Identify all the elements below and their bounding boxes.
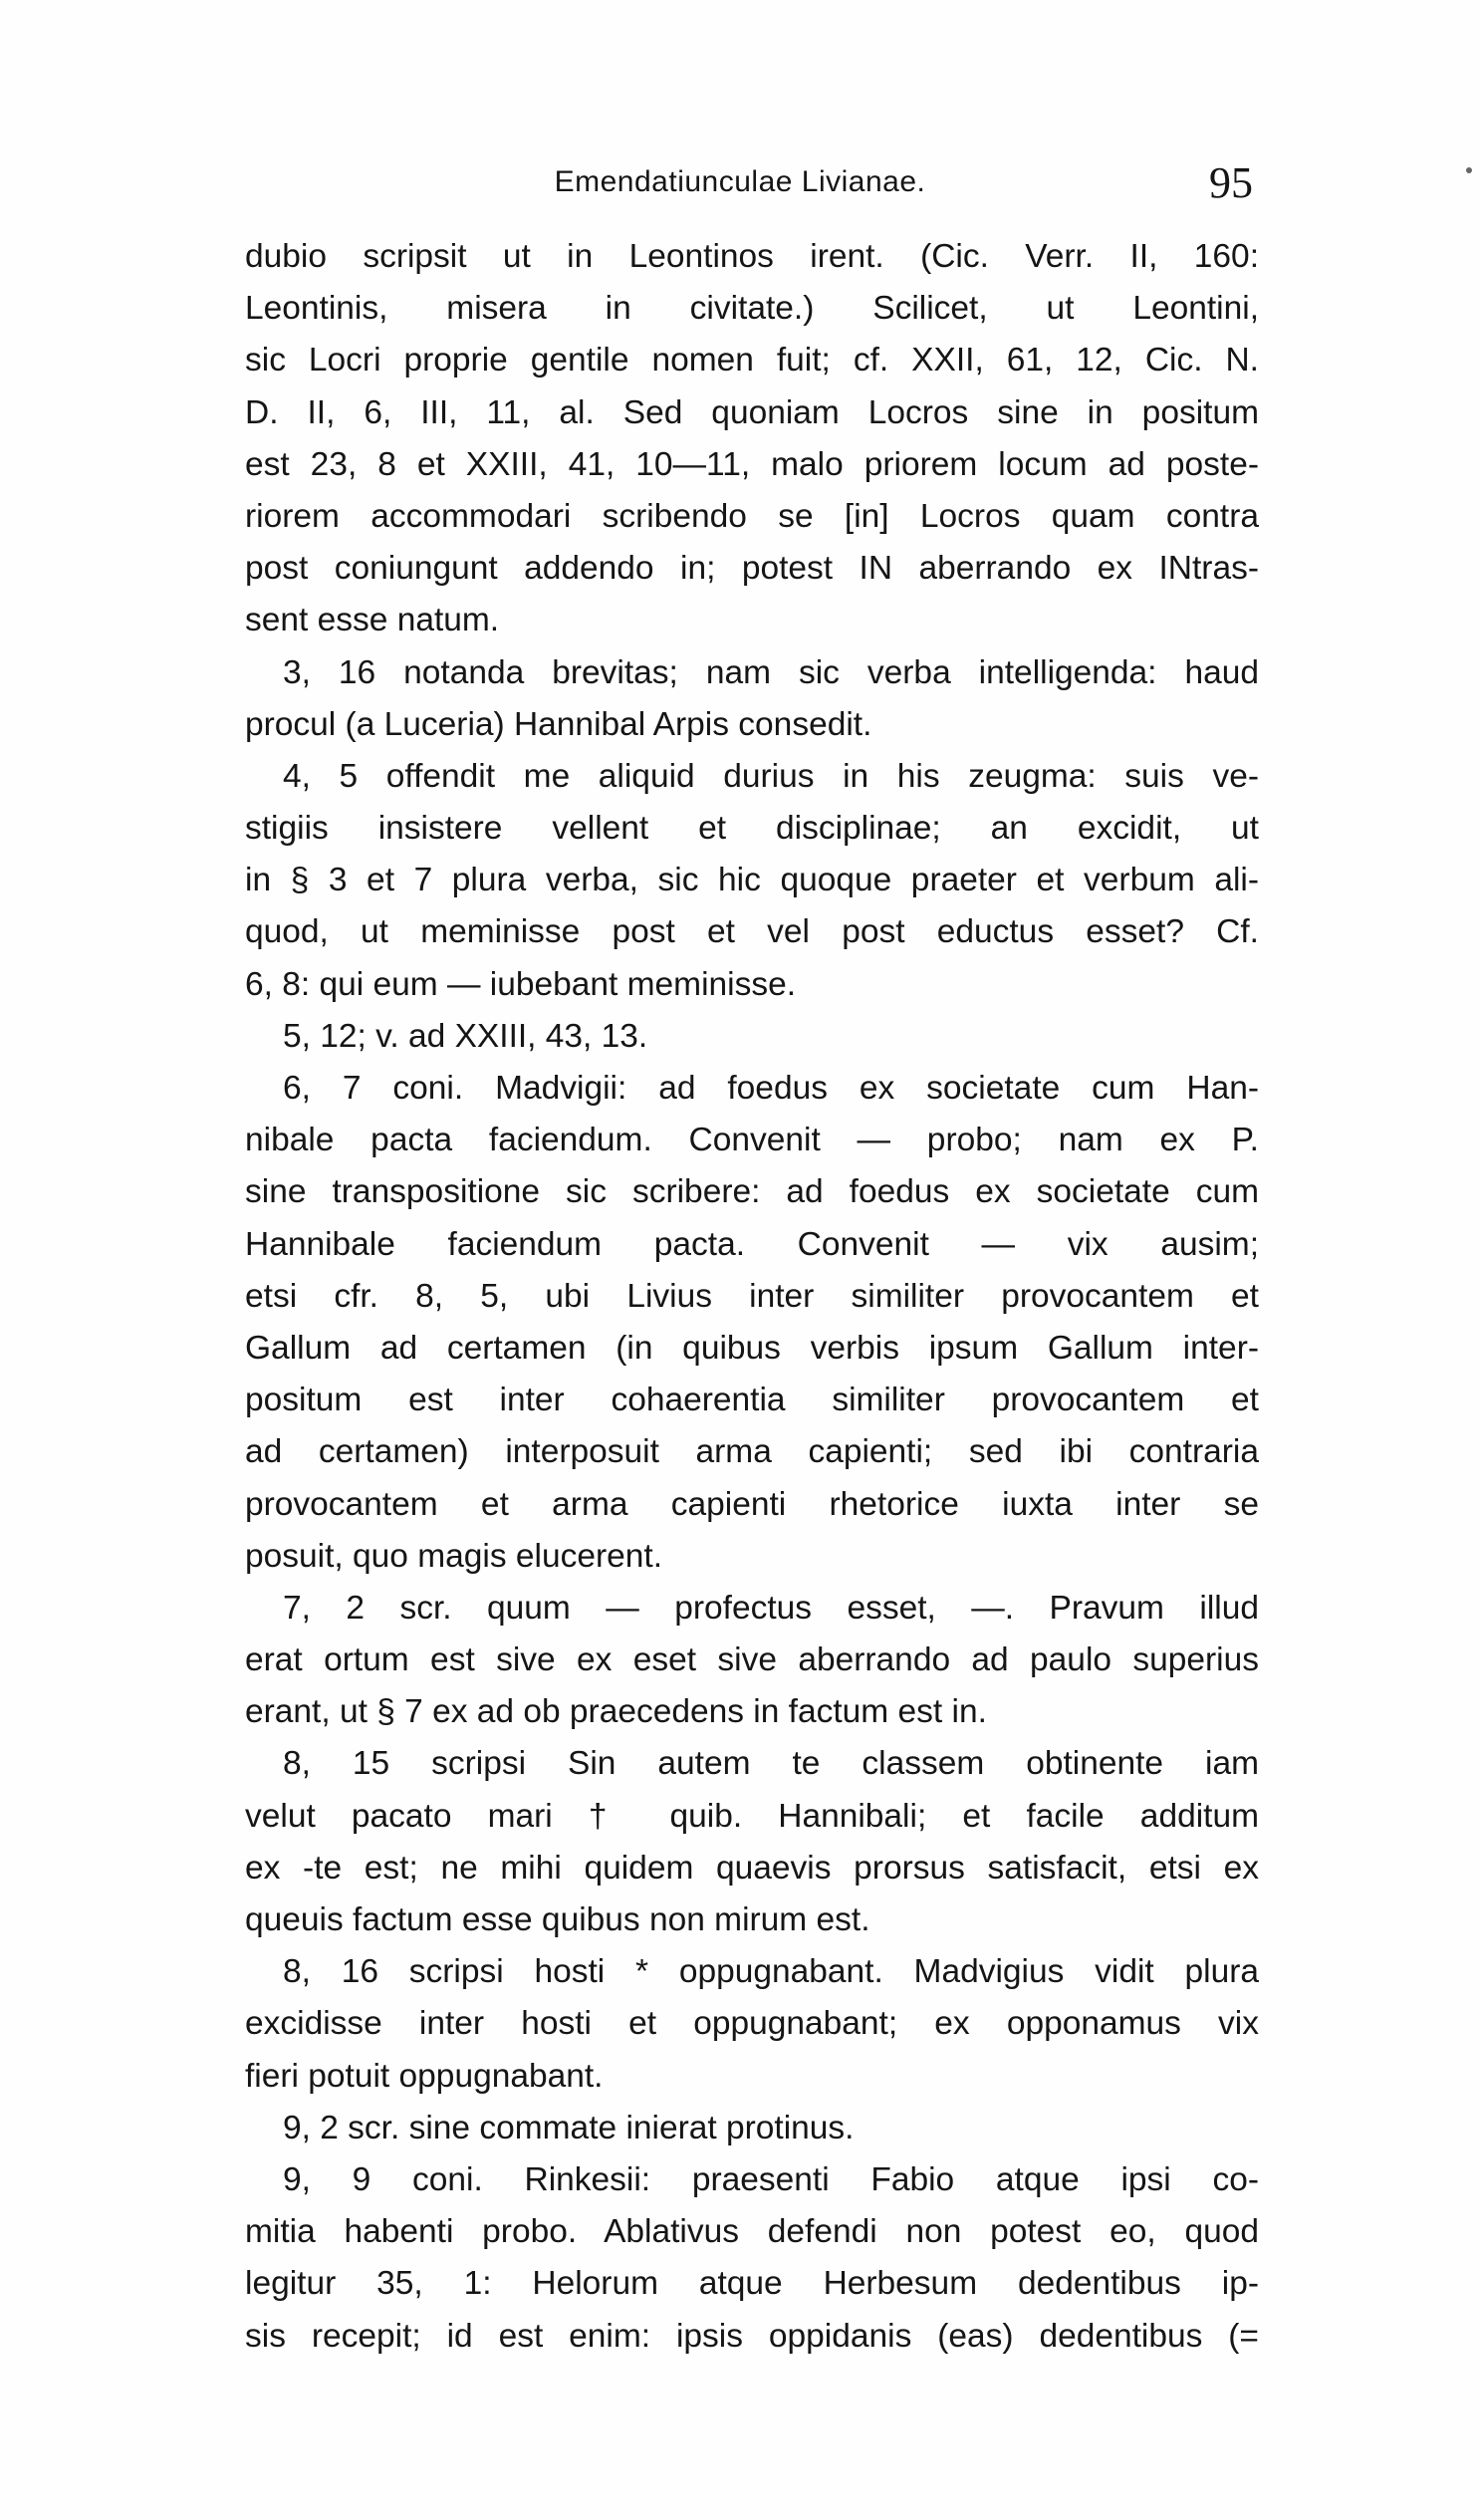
text-line: erat ortum est sive ex eset sive aberrando ad paulo superius (245, 1641, 1259, 1679)
text-line: 8, 16 scripsi hosti * oppugnabant. Madvigius vidit plura (283, 1953, 1259, 1991)
text-line: in § 3 et 7 plura verba, sic hic quoque praeter et verbum ali- (245, 862, 1259, 899)
text-line: positum est inter cohaerentia similiter provocantem et (245, 1382, 1259, 1419)
text-line: excidisse inter hosti et oppugnabant; ex opponamus vix (245, 2005, 1259, 2043)
text-line: 6, 8: qui eum — iubebant meminisse. (245, 965, 797, 1003)
text-line: ex -te est; ne mihi quidem quaevis prorsus satisfacit, etsi ex (245, 1849, 1259, 1887)
text-line: erant, ut § 7 ex ad ob praecedens in factum est in. (245, 1693, 987, 1731)
text-line: queuis factum esse quibus non mirum est. (245, 1901, 870, 1938)
text-line: ad certamen) interposuit arma capienti; sed ibi contraria (245, 1433, 1259, 1471)
text-line: sent esse natum. (245, 602, 500, 639)
text-line: legitur 35, 1: Helorum atque Herbesum dedentibus ip- (245, 2265, 1259, 2303)
text-line: Leontinis, misera in civitate.) Scilicet, ut Leontini, (245, 290, 1259, 328)
text-line: procul (a Luceria) Hannibal Arpis consedit. (245, 705, 872, 743)
text-line: dubio scripsit ut in Leontinos irent. (Cic. Verr. II, 160: (245, 238, 1259, 275)
text-line: etsi cfr. 8, 5, ubi Livius inter similiter provocantem et (245, 1277, 1259, 1315)
text-line: stigiis insistere vellent et disciplinae; an excidit, ut (245, 810, 1259, 848)
text-line: 9, 2 scr. sine commate inierat protinus. (283, 2109, 855, 2146)
text-line: nibale pacta faciendum. Convenit — probo; nam ex P. (245, 1122, 1259, 1159)
page-number: 95 (1209, 158, 1253, 207)
text-line: Hannibale faciendum pacta. Convenit — vix ausim; (245, 1225, 1259, 1263)
text-line: fieri potuit oppugnabant. (245, 2057, 604, 2095)
text-line: posuit, quo magis elucerent. (245, 1537, 662, 1575)
text-line: riorem accommodari scribendo se [in] Locros quam contra (245, 497, 1259, 535)
text-line: sine transpositione sic scribere: ad foedus ex societate cum (245, 1173, 1259, 1211)
running-title: Emendatiunculae Livianae. (554, 165, 926, 198)
text-line: quod, ut meminisse post et vel post eductus esset? Cf. (245, 913, 1259, 951)
text-line: 8, 15 scripsi Sin autem te classem obtinente iam (283, 1745, 1259, 1783)
page-header (0, 157, 1480, 217)
text-line: 6, 7 coni. Madvigii: ad foedus ex societate cum Han- (283, 1070, 1259, 1107)
text-line: velut pacato mari † quib. Hannibali; et facile additum (245, 1797, 1259, 1835)
text-line: 5, 12; v. ad XXIII, 43, 13. (283, 1017, 648, 1055)
text-line: 9, 9 coni. Rinkesii: praesenti Fabio atque ipsi co- (283, 2160, 1259, 2198)
text-line: 7, 2 scr. quum — profectus esset, —. Pravum illud (283, 1589, 1259, 1627)
text-line: mitia habenti probo. Ablativus defendi non potest eo, quod (245, 2213, 1259, 2251)
text-line: sis recepit; id est enim: ipsis oppidanis (eas) dedentibus (= (245, 2317, 1259, 2355)
text-line: provocantem et arma capienti rhetorice iuxta inter se (245, 1485, 1259, 1523)
body-text (245, 231, 1259, 2363)
text-line: Gallum ad certamen (in quibus verbis ipsum Gallum inter- (245, 1329, 1259, 1367)
text-line: sic Locri proprie gentile nomen fuit; cf. XXII, 61, 12, Cic. N. (245, 342, 1259, 379)
text-line: 3, 16 notanda brevitas; nam sic verba intelligenda: haud (283, 653, 1259, 691)
text-line: post coniungunt addendo in; potest IN aberrando ex INtras- (245, 550, 1259, 588)
margin-speck (1466, 167, 1472, 173)
text-line: 4, 5 offendit me aliquid durius in his zeugma: suis ve- (283, 757, 1259, 795)
text-line: D. II, 6, III, 11, al. Sed quoniam Locros sine in positum (245, 393, 1259, 431)
text-line: est 23, 8 et XXIII, 41, 10—11, malo priorem locum ad poste- (245, 445, 1259, 483)
